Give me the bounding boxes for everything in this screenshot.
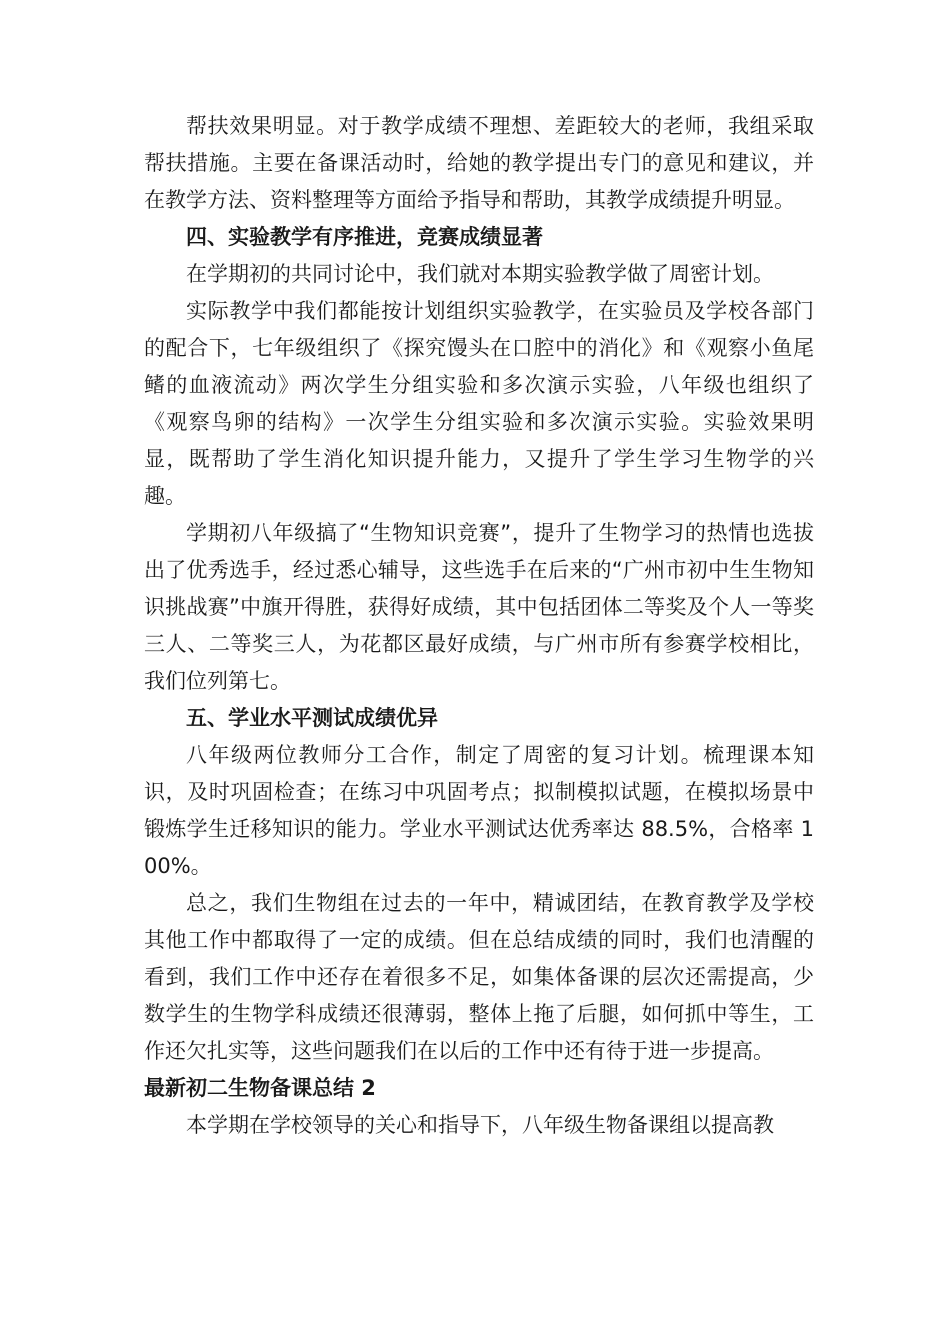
paragraph-conclusion: 总之，我们生物组在过去的一年中，精诚团结，在教育教学及学校其他工作中都取得了一定的成绩。但在总结成绩的同时，我们也清醒的看到，我们工作中还存在着很多不足，如集体备课的层次还需提高，少数学生的生物学科成绩还很薄弱，整体上拖了后腿，如何抓中等生，工作还欠扎实等，这些问题我们在以后的工作中还有待于进一步提高。	[144, 891, 814, 1063]
section-heading-5: 五、学业水平测试成绩优异	[186, 706, 438, 730]
paragraph-experiment-plan: 在学期初的共同讨论中，我们就对本期实验教学做了周密计划。	[186, 262, 774, 286]
paragraph-academic-test: 八年级两位教师分工合作，制定了周密的复习计划。梳理课本知识，及时巩固检查；在练习中巩固考点；拟制模拟试题，在模拟场景中锻炼学生迁移知识的能力。学业水平测试达优秀率达 88.5%，合格率 100%。	[144, 743, 814, 878]
summary-title-2: 最新初二生物备课总结 2	[144, 1076, 376, 1100]
paragraph-assistance-effect: 帮扶效果明显。对于教学成绩不理想、差距较大的老师，我组采取帮扶措施。主要在备课活动时，给她的教学提出专门的意见和建议，并在教学方法、资料整理等方面给予指导和帮助，其教学成绩提升明显。	[144, 114, 814, 212]
paragraph-summary-2-intro: 本学期在学校领导的关心和指导下，八年级生物备课组以提高教	[186, 1113, 774, 1137]
paragraph-experiment-teaching: 实际教学中我们都能按计划组织实验教学，在实验员及学校各部门的配合下，七年级组织了《探究馒头在口腔中的消化》和《观察小鱼尾鳍的血液流动》两次学生分组实验和多次演示实验，八年级也组织了《观察鸟卵的结构》一次学生分组实验和多次演示实验。实验效果明显，既帮助了学生消化知识提升能力，又提升了学生学习生物学的兴趣。	[144, 299, 814, 508]
paragraph-competition: 学期初八年级搞了“生物知识竞赛”，提升了生物学习的热情也选拔出了优秀选手，经过悉心辅导，这些选手在后来的“广州市初中生生物知识挑战赛”中旗开得胜，获得好成绩，其中包括团体二等奖及个人一等奖三人、二等奖三人，为花都区最好成绩，与广州市所有参赛学校相比，我们位列第七。	[144, 521, 814, 693]
section-heading-4: 四、实验教学有序推进，竞赛成绩显著	[186, 225, 543, 249]
document-body	[144, 108, 814, 1144]
